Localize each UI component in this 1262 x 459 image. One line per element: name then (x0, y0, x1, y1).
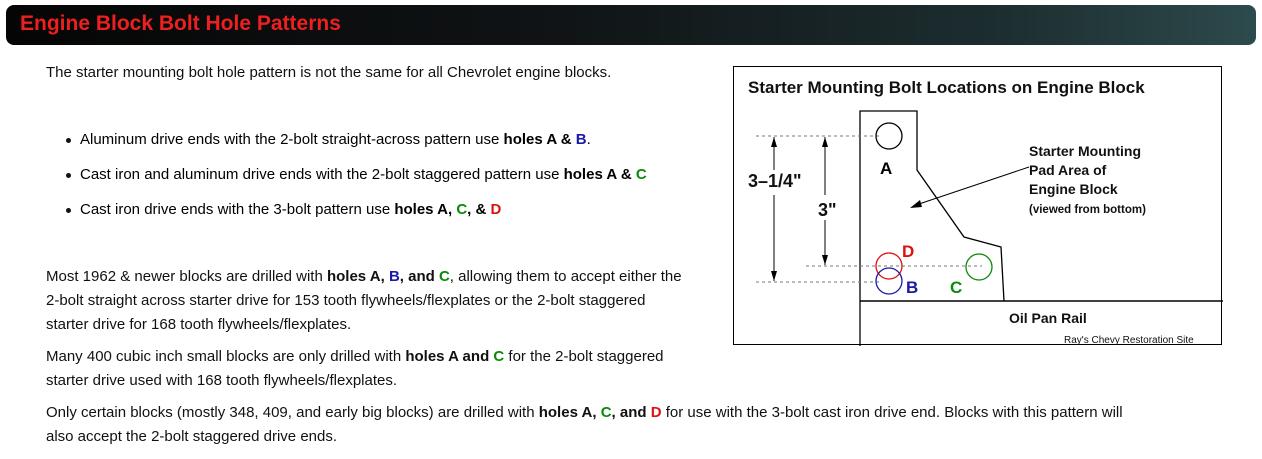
paragraph-1-line-2: 2-bolt straight across starter drive for 153 tooth flywheels/flexplates or the 2-bolt staggered (46, 292, 646, 309)
hole-c-label: C (456, 201, 468, 218)
oil-pan-rail-label: Oil Pan Rail (1009, 310, 1087, 326)
holes-label: holes A, (394, 201, 457, 218)
dim-outer-arrow-top (771, 137, 777, 147)
bolt-location-diagram (733, 66, 1222, 345)
hole-c (966, 254, 992, 280)
diagram-title: Starter Mounting Bolt Locations on Engine Block (748, 78, 1145, 97)
pad-label-line-1: Starter Mounting (1029, 143, 1141, 159)
list-item-suffix: . (586, 131, 591, 148)
holes-label: holes A & (563, 166, 636, 183)
hole-a (876, 123, 902, 149)
dim-inner-arrow-bottom (822, 255, 828, 265)
list-item (66, 163, 647, 198)
pad-label-line-2: Pad Area of (1029, 162, 1107, 178)
paragraph-2-line-1: Many 400 cubic inch small blocks are only drilled with holes A and C for the 2-bolt staggered (46, 348, 664, 365)
page-header (6, 5, 1256, 45)
hole-b-label: B (575, 131, 587, 148)
list-item-text: Cast iron and aluminum drive ends with the 2-bolt staggered pattern use (80, 166, 564, 183)
pad-pointer-line (916, 167, 1029, 205)
bullet-icon (66, 138, 71, 143)
holes-label: holes A & (503, 131, 576, 148)
dim-inner-arrow-top (822, 137, 828, 147)
list-item-text: Aluminum drive ends with the 2-bolt straight-across pattern use (80, 131, 504, 148)
hole-b-label: B (906, 278, 919, 297)
paragraph-2-line-2: starter drive used with 168 tooth flywheels/flexplates. (46, 372, 398, 389)
hole-c-label: C (950, 278, 963, 297)
hole-c-label: C (635, 166, 647, 183)
intro-text: The starter mounting bolt hole pattern is not the same for all Chevrolet engine blocks. (46, 64, 612, 81)
paragraph-1-line-1: Most 1962 & newer blocks are drilled with holes A, B, and C, allowing them to accept either the (46, 268, 682, 285)
hole-a-label: A (880, 159, 893, 178)
list-item: Cast iron drive ends with the 3-bolt pattern use holes A, C, & D (66, 198, 647, 233)
hole-d-label: D (490, 201, 502, 218)
list-item (66, 128, 647, 163)
paragraph-1-line-3: starter drive for 168 tooth flywheels/flexplates. (46, 316, 352, 333)
dim-outer-arrow-bottom (771, 271, 777, 281)
bullet-icon (66, 173, 71, 178)
block-outline (860, 111, 1004, 301)
hole-usage-list (66, 128, 647, 233)
page-title: Engine Block Bolt Hole Patterns (20, 12, 341, 35)
hole-d-label: D (902, 242, 915, 261)
list-item-text: Cast iron drive ends with the 3-bolt pattern use (80, 201, 395, 218)
pad-label-line-3: Engine Block (1029, 181, 1118, 197)
paragraph-3-line-1: Only certain blocks (mostly 348, 409, and early big blocks) are drilled with holes A, C, and D for use with the 3-bolt cast iron drive end. Blocks with this pattern will (46, 404, 1123, 421)
paragraph-3-line-2: also accept the 2-bolt staggered drive ends. (46, 428, 338, 445)
pad-label-line-4: (viewed from bottom) (1029, 204, 1146, 216)
dim-inner-label: 3" (818, 200, 837, 220)
credit-label: Ray's Chevy Restoration Site (1064, 335, 1194, 346)
pad-pointer-arrowhead (910, 200, 922, 208)
dim-outer-label: 3–1/4" (748, 171, 802, 191)
bullet-icon (66, 208, 71, 213)
hole-b (876, 268, 902, 294)
